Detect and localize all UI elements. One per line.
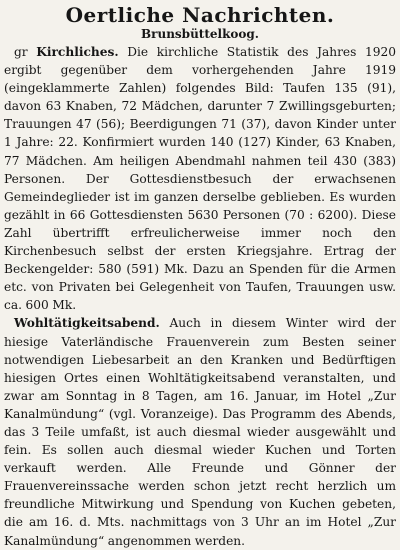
paragraph-text: Auch in diesem Winter wird der hiesige Vaterländische Frauenverein zum Besten seiner notwendigen Liebesarbeit an den Kranken und Bedürftigen hiesigen Ortes einen Wohltätigkeitsabend veranstalten, und zwar am Sonntag in 8 Tagen, am 16. Januar, im Hotel „Zur Kanalmündung“ (vgl. Voranzeige). Das Programm des Abends, das 3 Teile umfaßt, ist auch diesmal wieder ausgewählt und fein. Es sollen auch diesmal wieder Kuchen und Torten verkauft werden. Alle Freunde und Gönner der Frauenvereinssache werden schon jetzt recht herzlich um freundliche Mitwirkung und Spendung von Kuchen gebeten, die am 16. d. Mts. nachmittags von 3 Uhr an im Hotel „Zur Kanalmündung“ angenommen werden.	[4, 316, 396, 548]
place-heading: Brunsbüttelkoog.	[141, 27, 259, 41]
paragraph-text: Die kirchliche Statistik des Jahres 1920 ergibt gegenüber dem vorhergehenden Jahre 1919 (eingeklammerte Zahlen) folgendes Bild: Taufen 135 (91), davon 63 Knaben, 72 Mädchen, darunter 7 Zwillingsgeburten; Trauungen 47 (56); Beerdigungen 71 (37), davon Kinder unter 1 Jahre: 22. Konfirmiert wurden 140 (127) Kinder, 63 Knaben, 77 Mädchen. Am heiligen Abendmahl nahmen teil 430 (383) Personen. Der Gottesdienstbesuch der erwachsenen Gemeindeglieder ist im ganzen derselbe geblieben. Es wurden gezählt in 66 Gottesdiensten 5630 Personen (70 : 6200). Diese Zahl übertrifft erfreulicherweise immer noch den Kirchenbesuch selbst der ersten Kriegsjahre. Ertrag der Beckengelder: 580 (591) Mk. Dazu an Spenden für die Armen etc. von Privaten bei Gelegenheit von Taufen, Trauungen usw. ca. 600 Mk.	[4, 45, 397, 313]
paragraph-prefix: gr	[14, 45, 37, 59]
section-heading: Oertliche Nachrichten.	[65, 3, 335, 27]
paragraph-lead: Wohltätigkeitsabend.	[14, 316, 160, 331]
article-paragraph-kirchliches	[4, 43, 396, 314]
article-paragraph-wohltaetigkeitsabend	[4, 314, 396, 549]
paragraph-lead: Kirchliches.	[36, 45, 119, 59]
